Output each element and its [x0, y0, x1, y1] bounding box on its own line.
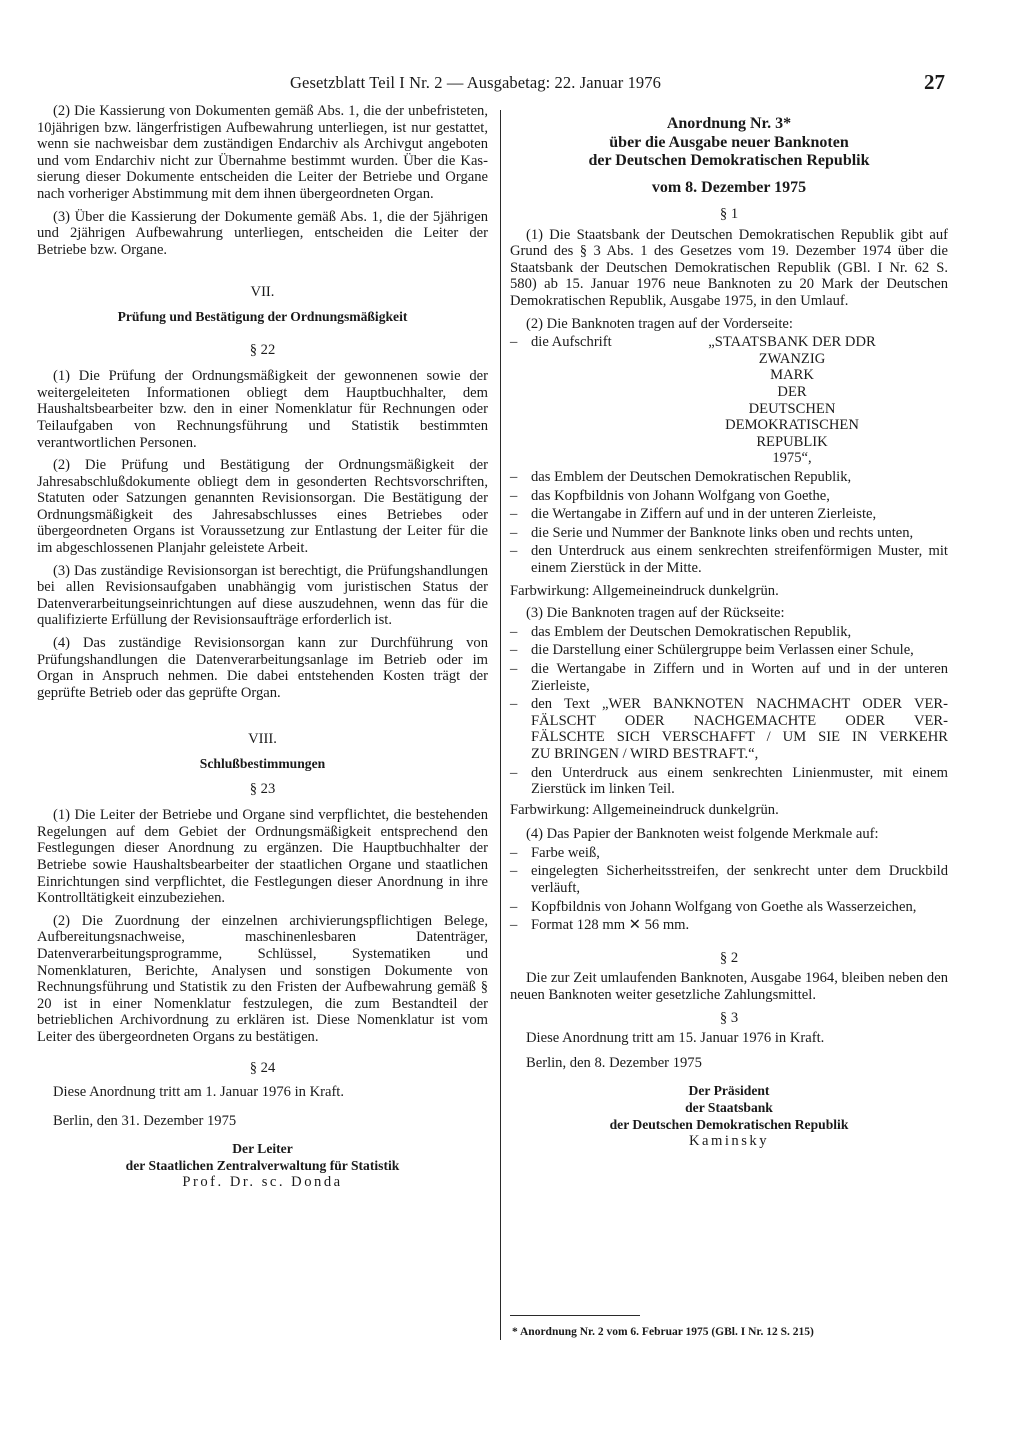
paragraph-3: Diese Anordnung tritt am 15. Januar 1976 in Kraft.: [526, 1030, 825, 1047]
paragraph-sign-1: § 1: [719, 206, 739, 223]
paragraph-22-2: (2) Die Prüfung und Bestätigung der Ordnungsmäßigkeit der Jahresabschlußdokumente obliegt dem in gesonderten Rechtsvorschriften, Statuten oder Satzungen genannten Revisionsorgan. Die Bestätigung der Ordnungsmäßigkeit des Jahresabschlusses eines Betriebes oder übergeordneten Organs ist Voraussetzung zur Entlastung der Leiter für die im abgeschlossenen Planjahr geleistete Arbeit.: [37, 457, 488, 557]
paragraph-1-1: (1) Die Staatsbank der Deutschen Demokratischen Republik gibt auf Grund des § 3 Abs. 1 des Gesetzes vom 19. Dezember 1974 über die Staatsbank der Deutschen Demokratischen Republik (GBl. I Nr. 62 S. 580) ab 15. Januar 1976 neue Banknoten zu 20 Mark der Deutschen Demokratischen Republik, Ausgabe 1975, in den Umlauf.: [510, 226, 948, 310]
paragraph-22-4: (4) Das zuständige Revisionsorgan kann zur Durchführung von Prüfungshandlungen die Datenverarbeitungsanlage im Betrieb oder im Organ in Anspruch nehmen. Die dabei entstehenden Kosten trägt der geprüfte Betrieb oder das geprüfte Organ.: [37, 635, 488, 701]
list-item: – den Unterdruck aus einem senkrechten streifenförmigen Muster, mit einem Zierstück in der Mitte.: [510, 543, 948, 576]
footnote-rule: [510, 1315, 640, 1316]
list-item: – das Kopfbildnis von Johann Wolfgang von Goethe,: [510, 488, 948, 505]
warning-line: ZU BRINGEN / WIRD BESTRAFT.“,: [531, 745, 759, 762]
inscription-line: „STAATSBANK DER DDR: [708, 334, 876, 351]
inscription-line: 1975“,: [772, 450, 812, 467]
column-divider: [500, 110, 501, 1340]
ordinance-date: vom 8. Dezember 1975: [651, 178, 807, 196]
paragraph-1-2: (2) Die Banknoten tragen auf der Vorderseite:: [526, 315, 793, 332]
left-column: [37, 103, 488, 1191]
list-item: – die Wertangabe in Ziffern auf und in der unteren Zierleiste,: [510, 506, 948, 523]
gazette-title: Gesetzblatt Teil I Nr. 2 — Ausgabetag: 22. Januar 1976: [290, 73, 661, 92]
paragraph-1-4: (4) Das Papier der Banknoten weist folgende Merkmale auf:: [526, 826, 879, 843]
section-title-schlussbestimmungen: Schlußbestimmungen: [199, 756, 326, 771]
paragraph-24: Diese Anordnung tritt am 1. Januar 1976 in Kraft.: [53, 1084, 345, 1101]
inscription-lead: die Aufschrift: [531, 334, 612, 351]
right-column: [510, 103, 948, 1150]
list-item: – die Wertangabe in Ziffern und in Worten auf und in der unteren Zierleiste,: [510, 661, 948, 694]
warning-line: – den Text „WER BANKNOTEN NACHMACHT ODER VER-: [531, 696, 948, 713]
warning-line: FÄLSCHTE SICH VERSCHAFFT / UM SIE IN VERKEHR: [531, 729, 948, 746]
list-item: – eingelegten Sicherheitsstreifen, der senkrecht unter dem Druckbild verläuft,: [510, 863, 948, 896]
paper-features-list: [510, 845, 948, 934]
list-item: – das Emblem der Deutschen Demokratischen Republik,: [510, 469, 948, 486]
inscription-line: ZWANZIG: [758, 350, 826, 367]
place-date-left: Berlin, den 31. Dezember 1975: [53, 1112, 237, 1129]
signatory-title-line1: Der Leiter: [232, 1141, 293, 1157]
warning-line: FÄLSCHT ODER NACHGEMACHTE ODER VER-: [531, 712, 948, 729]
footnote: * Anordnung Nr. 2 vom 6. Februar 1975 (GBl. I Nr. 12 S. 215): [512, 1326, 814, 1338]
inscription-line: DEUTSCHEN: [748, 400, 836, 417]
list-item: – die Serie und Nummer der Banknote links oben und rechts unten,: [510, 525, 948, 542]
page-number: 27: [924, 70, 945, 94]
ordinance-title-line3: der Deutschen Demokratischen Republik: [588, 152, 870, 169]
signatory-title-line1: Der Präsident: [688, 1083, 770, 1099]
list-item: – die Darstellung einer Schülergruppe beim Verlassen einer Schule,: [510, 642, 948, 659]
signatory-title-line2: der Staatsbank: [685, 1100, 773, 1115]
back-features-list: [510, 624, 948, 798]
paragraph-23-2: (2) Die Zuordnung der einzelnen archivierungspflichtigen Belege, Aufbereitungsnachweise, maschinenlesbaren Datenträger, Datenverarbeitungsprogramme, Schlüssel, Systematiken und Nomenklaturen, Berichte, Analysen und sonstigen Dokumente von Rechnungsführung und Statistik zu den Fristen der Aufbewahrung gemäß § 20 ist in einer Nomenklatur festzulegen, die zum Bestandteil der betrieblichen Archivordnung zu erklären ist. Diese Nomenklatur ist vom Leiter des übergeordneten Organs zu bestätigen.: [37, 912, 488, 1045]
front-features-list: [510, 469, 948, 577]
signatory-title-line2: der Staatlichen Zentralverwaltung für Statistik: [125, 1157, 400, 1173]
signatory-title-line3: der Deutschen Demokratischen Republik: [609, 1116, 849, 1132]
page-header: [0, 70, 1024, 97]
ordinance-title-line1: Anordnung Nr. 3*: [666, 115, 792, 132]
paragraph-kassierung-abs2: (2) Die Kassierung von Dokumenten gemäß Abs. 1, die der unbefristeten, 10jährigen bzw. längerfristigen Aufbewahrung unterliegen, ist nur gestattet, wenn sie nachweisbar dem zuständigen Endarchiv als Archivgut angeboten und vom Endarchiv nicht zur Übernahme bestimmt wurden. Über die Kassierung dieser Dokumente entscheiden die Leiter der Betriebe und Organe nach vorheriger Abstimmung mit dem ihnen übergeordneten Organ.: [37, 103, 488, 202]
signatory-name-left: Prof. Dr. sc. Donda: [182, 1174, 343, 1191]
ordinance-title-line2: über die Ausgabe neuer Banknoten: [609, 133, 849, 151]
paragraph-sign-3: § 3: [719, 1009, 739, 1026]
paragraph-22-1: (1) Die Prüfung der Ordnungsmäßigkeit der gewonnenen sowie der weitergeleiteten Informationen obliegt dem Hauptbuchhalter, dem Haushaltsbearbeiter bzw. den in einer Nomenklatur für Rechnungen oder Teilaufgaben von Rechnungsführung und Statistik bestimmten verantwortlichen Personen.: [37, 368, 488, 451]
inscription-item: [510, 334, 948, 467]
list-item: – Kopfbildnis von Johann Wolfgang von Goethe als Wasserzeichen,: [510, 899, 948, 916]
paragraph-sign-2: § 2: [719, 949, 739, 966]
list-item: – Format 128 mm ✕ 56 mm.: [510, 917, 948, 934]
banknote-inscription: [647, 334, 937, 467]
paragraph-sign-24: § 24: [249, 1059, 276, 1076]
paragraph-22-3: (3) Das zuständige Revisionsorgan ist berechtigt, die Prüfungshandlungen bei allen Revisionsaufgaben unabhängig vom juristischen Status der Datenverarbeitungseinrichtungen auf diese auszudehnen, wenn das für die qualifizierte Erfüllung der Revisionsaufträge erforderlich ist.: [37, 562, 488, 629]
paragraph-sign-22: § 22: [249, 341, 276, 358]
list-item: – den Unterdruck aus einem senkrechten Linienmuster, mit einem Zierstück im linken Teil.: [510, 765, 948, 798]
list-item: – das Emblem der Deutschen Demokratischen Republik,: [510, 624, 948, 641]
inscription-line: REPUBLIK: [756, 433, 828, 450]
signatory-name-right: Kaminsky: [689, 1133, 769, 1150]
place-date-right: Berlin, den 8. Dezember 1975: [526, 1054, 702, 1071]
inscription-line: DER: [777, 384, 807, 401]
paragraph-sign-23: § 23: [249, 780, 276, 797]
section-number-viii: VIII.: [248, 731, 277, 748]
inscription-line: MARK: [770, 367, 814, 384]
section-title-pruefung: Prüfung und Bestätigung der Ordnungsmäßigkeit: [117, 308, 408, 324]
paragraph-2: Die zur Zeit umlaufenden Banknoten, Ausgabe 1964, bleiben neben den neuen Banknoten weiter gesetzliche Zahlungsmittel.: [510, 970, 948, 1004]
color-effect-back: Farbwirkung: Allgemeineindruck dunkelgrün.: [510, 801, 779, 818]
section-number-vii: VII.: [250, 284, 275, 301]
list-item: – Farbe weiß,: [510, 845, 948, 862]
color-effect-front: Farbwirkung: Allgemeineindruck dunkelgrün.: [510, 582, 779, 599]
paragraph-1-3: (3) Die Banknoten tragen auf der Rückseite:: [526, 605, 785, 622]
warning-text-item: [510, 696, 948, 762]
paragraph-kassierung-abs3: (3) Über die Kassierung der Dokumente gemäß Abs. 1, die der 5jährigen und 2jährigen Aufbewahrung unterliegen, entscheiden die Leiter der Betriebe bzw. Organe.: [37, 208, 488, 258]
paragraph-23-1: (1) Die Leiter der Betriebe und Organe sind verpflichtet, die bestehenden Regelungen auf dem Gebiet der Ordnungsmäßigkeit entsprechend den Festlegungen dieser Anordnung zu ergänzen. Die Hauptbuchhalter der Betriebe sowie Haushaltsbearbeiter der staatlichen Organe und staatlichen Einrichtungen sind verpflichtet, die Festlegungen dieser Anordnung in ihre Kontrolltätigkeit einzubeziehen.: [37, 807, 488, 907]
inscription-line: DEMOKRATISCHEN: [725, 417, 859, 434]
